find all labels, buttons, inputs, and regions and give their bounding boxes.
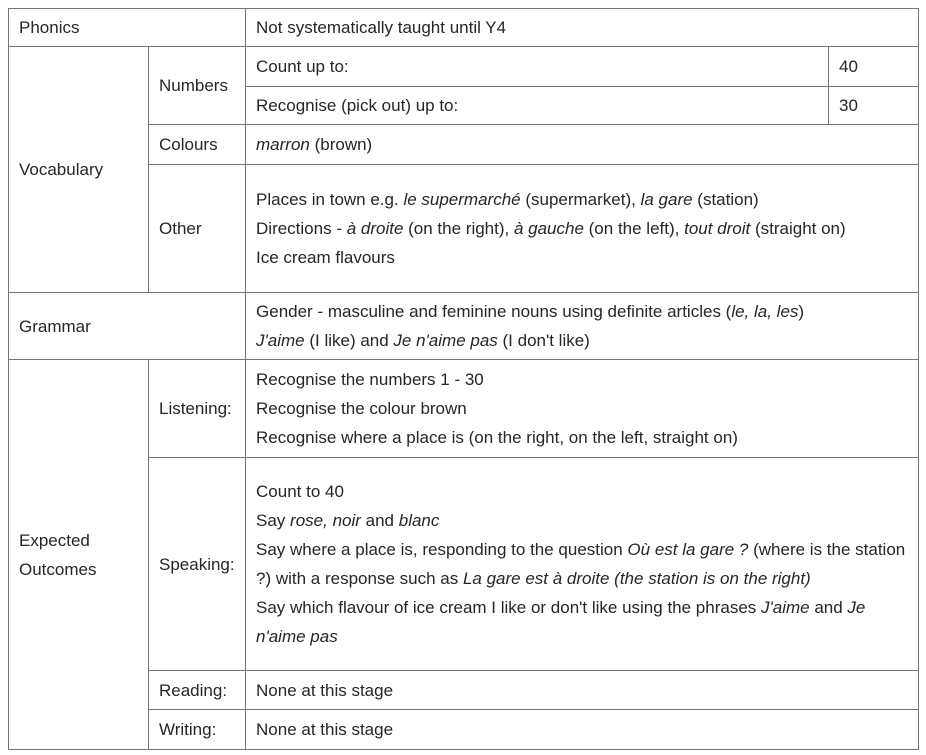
writing-label-cell: Writing: — [149, 710, 246, 750]
text-line: Recognise the numbers 1 - 30 — [256, 370, 484, 389]
text-line: J'aime (I like) and Je n'aime pas (I don't like) — [256, 331, 590, 350]
phonics-label-cell: Phonics — [9, 9, 246, 47]
recognise-up-to-cell: Recognise (pick out) up to: — [246, 87, 829, 125]
speaking-label-cell: Speaking: — [149, 458, 246, 671]
writing-content-cell — [246, 710, 919, 750]
text-line: Recognise the colour brown — [256, 399, 467, 418]
listening-content-cell — [246, 360, 919, 458]
text-line: Recognise where a place is (on the right, on the left, straight on) — [256, 428, 738, 447]
vocabulary-label-cell: Vocabulary — [9, 47, 149, 293]
listening-label-cell: Listening: — [149, 360, 246, 458]
expected-outcomes-label-cell: Expected Outcomes — [9, 360, 149, 750]
count-up-to-value-cell: 40 — [829, 47, 919, 87]
grammar-label-cell: Grammar — [9, 293, 246, 360]
listening-row — [9, 360, 919, 458]
text-line: Say which flavour of ice cream I like or don't like using the phrases J'aime and Je n'aime pas — [256, 598, 866, 646]
text-line: Gender - masculine and feminine nouns using definite articles (le, la, les) — [256, 302, 805, 321]
text-line: Ice cream flavours — [256, 248, 395, 267]
colours-label-cell: Colours — [149, 125, 246, 165]
numbers-count-row — [9, 47, 919, 87]
other-label-cell: Other — [149, 165, 246, 293]
colours-content-cell — [246, 125, 919, 165]
reading-label-cell: Reading: — [149, 671, 246, 710]
text-line: None at this stage — [256, 680, 394, 700]
text-line: None at this stage — [256, 720, 394, 739]
text-line: Places in town e.g. le supermarché (supermarket), la gare (station) — [256, 190, 759, 209]
reading-content-cell — [246, 671, 919, 710]
curriculum-table — [8, 8, 919, 750]
text-line: marron (brown) — [256, 135, 373, 154]
text-line: Say rose, noir and blanc — [256, 511, 440, 530]
grammar-content-cell — [246, 293, 919, 360]
text-line: Say where a place is, responding to the question Où est la gare ? (where is the station ?) with a response such as La gare est à droite (the station is on the right) — [256, 540, 906, 588]
recognise-up-to-value-cell: 30 — [829, 87, 919, 125]
other-content-cell — [246, 165, 919, 293]
text-line: Directions - à droite (on the right), à gauche (on the left), tout droit (straight on) — [256, 219, 846, 238]
phonics-note-cell — [246, 9, 919, 47]
text-line: Not systematically taught until Y4 — [256, 18, 507, 37]
numbers-label-cell: Numbers — [149, 47, 246, 125]
grammar-row — [9, 293, 919, 360]
speaking-content-cell — [246, 458, 919, 671]
phonics-row — [9, 9, 919, 47]
text-line: Count to 40 — [256, 482, 344, 501]
count-up-to-cell: Count up to: — [246, 47, 829, 87]
